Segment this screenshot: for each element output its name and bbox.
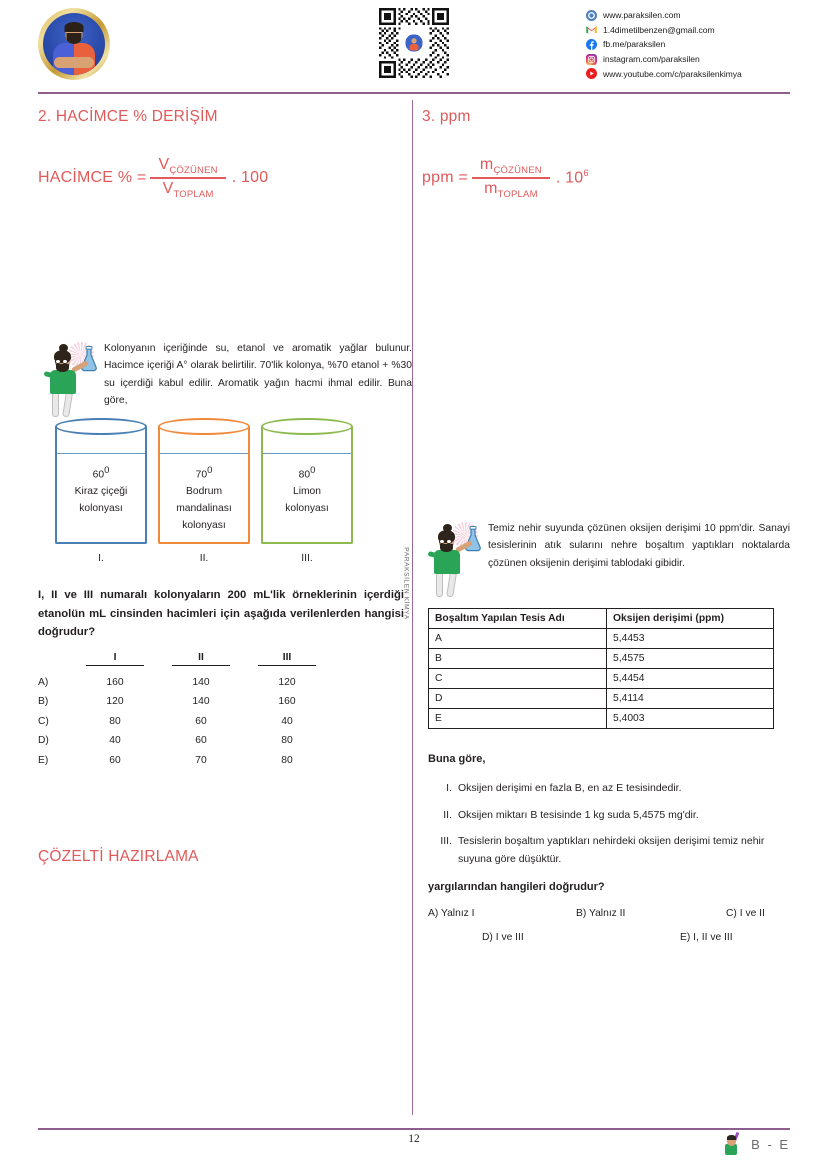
fraction-bar [472, 177, 550, 178]
cylinder-1-text: $60^0$ Kiraz çiçeği kolonyası [74, 465, 128, 515]
question-2-paragraph: Temiz nehir suyunda çözünen oksijen derişimi 10 ppm'dir. Sanayi tesislerinin atık sularını nehre boşaltım yaptıkları noktalarda çözünen oksijenin derişimi tablodaki gibidir. [488, 523, 790, 569]
question-2-options [428, 908, 780, 956]
option-c-value-3: 40 [281, 715, 293, 727]
option-d-letter: D) [38, 735, 49, 746]
fraction-bar [150, 177, 225, 178]
question-2-statements [428, 780, 786, 877]
option-a-value-2: 140 [192, 676, 210, 688]
option-a-letter: A) [38, 676, 49, 688]
formula-hacimce-numerator: $V_{ÇÖZÜNEN}$ [158, 156, 218, 177]
table-cell-facility: C [429, 669, 607, 689]
statement-2-number: II. [443, 808, 452, 821]
option-d-value-3: 80 [281, 735, 293, 746]
section-title-ppm: 3. ppm [422, 108, 471, 125]
contact-facebook-text: fb.me/paraksilen [603, 39, 666, 50]
question-1-prompt: I, II ve III numaralı kolonyaların 200 mL'lik örneklerinin içerdiği etanolün mL cinsinden hacimleri için aşağıda verilenlerden hangisi doğrudur? [38, 589, 404, 639]
header-divider [38, 92, 790, 94]
student-flask-doodle-2 [422, 522, 484, 602]
formula-ppm [422, 156, 589, 200]
footer-divider [38, 1128, 790, 1130]
options-header-row [38, 652, 330, 668]
contact-instagram[interactable] [586, 52, 822, 67]
question-2 [422, 520, 790, 572]
option-a-value-1: 160 [106, 676, 124, 688]
table-cell-value: 5,4003 [607, 709, 774, 729]
statement-1-number: I. [446, 782, 452, 794]
option-row-a[interactable] [38, 668, 330, 688]
contact-youtube[interactable] [586, 66, 822, 81]
cylinder-1-liquid-line [57, 453, 145, 454]
option-c-value-1: 80 [109, 715, 121, 727]
cylinder-3-liquid-line [263, 453, 351, 454]
option-e[interactable]: E) I, II ve III [680, 932, 733, 943]
table-row [429, 669, 774, 689]
cylinder-figure-group [55, 427, 365, 564]
option-d-value-2: 60 [195, 735, 207, 746]
table-row [429, 709, 774, 729]
contact-list [586, 8, 822, 81]
option-b-value-3: 160 [278, 696, 296, 707]
question-1-options-table [38, 652, 330, 766]
statement-1 [428, 780, 786, 798]
cylinder-1 [55, 427, 147, 544]
qr-code[interactable] [379, 8, 449, 78]
option-c[interactable]: C) I ve II [726, 908, 765, 919]
footer-answer-text: B - E [751, 1136, 790, 1152]
gmail-icon [586, 24, 597, 35]
contact-gmail-text: 1.4dimetilbenzen@gmail.com [603, 24, 715, 35]
cylinder-2-rim [158, 418, 250, 435]
instagram-icon [586, 54, 597, 65]
formula-hacimce-tail: . 100 [231, 168, 269, 186]
question-2-options-row-2 [428, 932, 780, 943]
options-header-III: III [244, 652, 330, 668]
statement-3 [428, 833, 786, 868]
question-2-options-row-1 [428, 908, 780, 919]
table-cell-value: 5,4454 [607, 669, 774, 689]
section-title-hacimce: 2. HACİMCE % DERİŞİM [38, 108, 218, 125]
youtube-icon [586, 68, 597, 79]
table-cell-facility: B [429, 649, 607, 669]
formula-ppm-fraction [472, 156, 550, 200]
table-row [429, 629, 774, 649]
cylinder-3-text: $80^0$ Limon kolonyası [285, 465, 329, 515]
avatar-photo [43, 13, 105, 75]
formula-ppm-numerator: $m_{ÇÖZÜNEN}$ [479, 156, 542, 177]
question-1-options [38, 652, 338, 766]
cylinder-1-rim [55, 418, 147, 435]
statement-3-number: III. [440, 835, 452, 847]
brand-vertical-text: PARAKSİLEN KİMYA [402, 546, 410, 620]
formula-ppm-label: ppm = [422, 168, 468, 186]
table-header-row [429, 609, 774, 629]
table-row [429, 689, 774, 709]
contact-youtube-text: www.youtube.com/c/paraksilenkimya [603, 68, 742, 79]
option-row-c[interactable] [38, 707, 330, 727]
option-row-b[interactable] [38, 688, 330, 708]
cylinder-3 [261, 427, 353, 544]
website-icon [586, 10, 597, 21]
table-header-concentration: Oksijen derişimi (ppm) [607, 609, 774, 629]
option-b[interactable]: B) Yalnız II [576, 908, 626, 919]
statement-2-text: Oksijen miktarı B tesisinde 1 kg suda 5,4575 mg'dir. [458, 808, 699, 821]
cylinder-1-label: I. [98, 553, 104, 564]
contact-gmail[interactable] [586, 23, 822, 38]
statement-3-text: Tesislerin boşaltım yaptıkları nehirdeki oksijen derişimi temiz nehir suyuna göre düşüktür. [458, 835, 765, 865]
formula-hacimce-fraction [150, 156, 225, 200]
option-a-value-3: 120 [278, 676, 296, 688]
option-a[interactable]: A) Yalnız I [428, 908, 475, 919]
statement-1-text: Oksijen derişimi en fazla B, en az E tesisindedir. [458, 782, 682, 794]
table-cell-facility: E [429, 709, 607, 729]
option-row-d[interactable] [38, 727, 330, 747]
avatar-ring [38, 8, 110, 80]
formula-ppm-tail: . $10^6$ [555, 168, 589, 187]
table-cell-value: 5,4575 [607, 649, 774, 669]
contact-facebook[interactable] [586, 37, 822, 52]
author-avatar [38, 8, 110, 80]
option-e-value-2: 70 [195, 754, 207, 766]
question-2-prompt: yargılarından hangileri doğrudur? [428, 881, 605, 893]
statement-2 [428, 807, 786, 825]
table-cell-facility: D [429, 689, 607, 709]
table-cell-value: 5,4114 [607, 689, 774, 709]
oxygen-concentration-table [428, 608, 774, 729]
question-2-lead-in: Buna göre, [428, 753, 486, 765]
table-row [429, 649, 774, 669]
table-header-facility: Boşaltım Yapılan Tesis Adı [429, 609, 607, 629]
table-cell-facility: A [429, 629, 607, 649]
table-cell-value: 5,4453 [607, 629, 774, 649]
question-1-paragraph: Kolonyanın içeriğinde su, etanol ve aromatik yağlar bulunur. Hacimce içeriği A° olarak belirtilir. 70'lik kolonya, %70 etanol + %30 su içerdiği kabul edilir. Aromatik yağın hacmi ihmal edilir. Buna göre, [104, 343, 412, 407]
page-number: 12 [408, 1133, 420, 1145]
contact-website[interactable] [586, 8, 822, 23]
option-e-value-3: 80 [281, 754, 293, 766]
contact-website-text: www.paraksilen.com [603, 10, 681, 21]
cylinder-2-liquid-line [160, 453, 248, 454]
options-header-II: II [158, 652, 244, 668]
formula-hacimce-label: HACİMCE % = [38, 168, 147, 186]
cylinder-group-1 [55, 427, 147, 564]
option-d-value-1: 40 [109, 735, 121, 746]
cylinder-group-3 [261, 427, 353, 564]
cylinder-2 [158, 427, 250, 544]
option-c-letter: C) [38, 715, 49, 727]
option-row-e[interactable] [38, 746, 330, 766]
cylinder-3-rim [261, 418, 353, 435]
option-c-value-2: 60 [195, 715, 207, 727]
cylinder-group-2 [158, 427, 250, 564]
option-b-value-1: 120 [106, 696, 124, 707]
cylinder-3-label: III. [301, 553, 313, 564]
contact-instagram-text: instagram.com/paraksilen [603, 54, 700, 65]
option-d[interactable]: D) I ve III [482, 932, 524, 943]
option-e-value-1: 60 [109, 754, 121, 766]
option-b-letter: B) [38, 696, 49, 707]
formula-hacimce-denominator: $V_{TOPLAM}$ [162, 179, 214, 200]
footer-answer-key [721, 1132, 790, 1156]
student-flask-doodle [38, 342, 100, 422]
question-1 [38, 340, 412, 410]
facebook-icon [586, 39, 597, 50]
formula-hacimce [38, 156, 268, 200]
formula-ppm-denominator: $m_{TOPLAM}$ [484, 179, 538, 200]
cylinder-2-label: II. [199, 553, 209, 564]
footer-student-icon [721, 1132, 745, 1156]
option-b-value-2: 140 [192, 696, 210, 707]
option-e-letter: E) [38, 754, 49, 766]
options-header-I: I [72, 652, 158, 668]
section-title-cozelti-hazirlama: ÇÖZELTİ HAZIRLAMA [38, 848, 199, 865]
page-header [0, 0, 828, 96]
cylinder-2-text: $70^0$ Bodrum mandalinası kolonyası [176, 465, 232, 532]
